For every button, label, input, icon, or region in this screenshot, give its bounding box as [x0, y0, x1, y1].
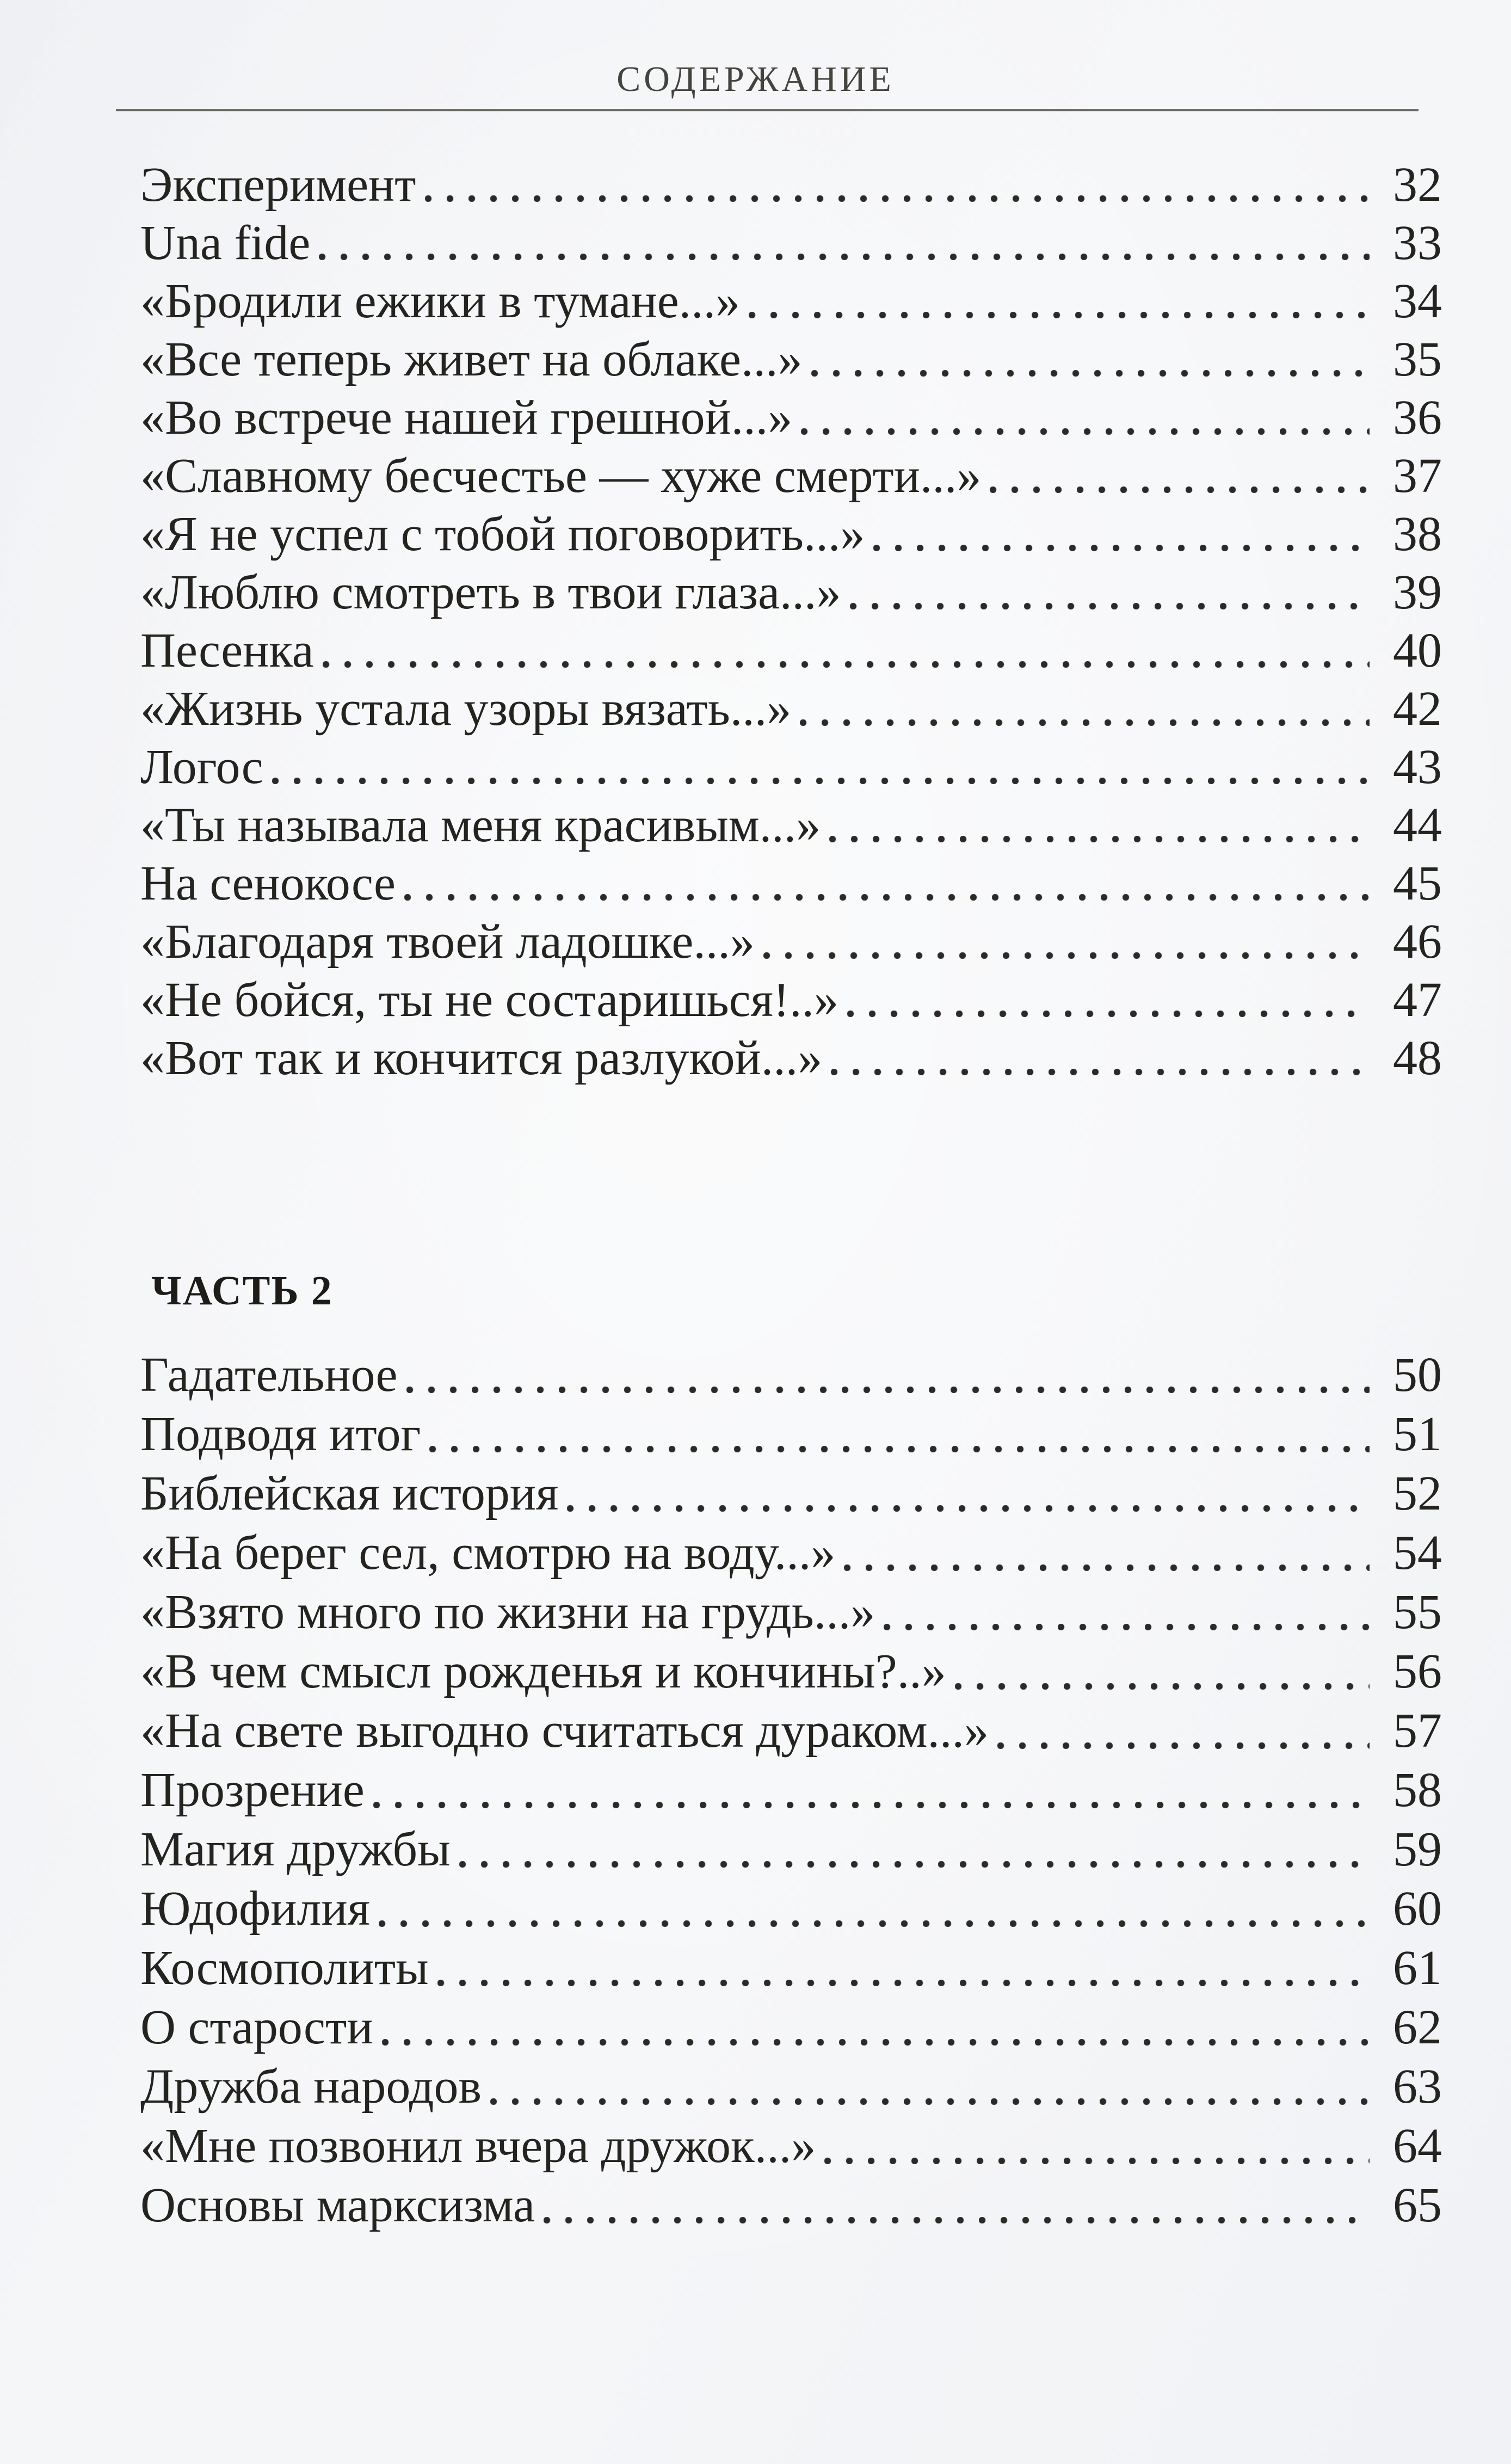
toc-entry [140, 1820, 1442, 1880]
toc-entry [140, 854, 1442, 913]
entry-title: Дружба народов [140, 2060, 482, 2114]
dot-leader [404, 894, 1370, 901]
dot-leader [567, 1505, 1370, 1512]
toc-entry [140, 505, 1442, 563]
dot-leader [990, 486, 1370, 493]
dot-leader [850, 603, 1370, 609]
entry-page-number: 54 [1393, 1526, 1442, 1580]
toc-part1-list [140, 156, 1442, 1087]
entry-title: «Все теперь живет на облаке...» [140, 332, 803, 386]
dot-leader [319, 254, 1370, 260]
toc-entry [140, 214, 1442, 272]
entry-page-number: 44 [1393, 798, 1442, 852]
entry-title: «На берег сел, смотрю на воду...» [140, 1526, 836, 1580]
toc-entry [140, 738, 1442, 796]
toc-entry [140, 330, 1442, 389]
entry-title: «Не бойся, ты не состаришься!..» [140, 973, 838, 1027]
toc-entry [140, 971, 1442, 1029]
toc-part2-list [140, 1346, 1442, 2235]
toc-entry [140, 2176, 1442, 2235]
entry-title: «Мне позвонил вчера дружок...» [140, 2119, 816, 2173]
entry-title: «Вот так и кончится разлукой...» [140, 1031, 823, 1085]
dot-leader [459, 1861, 1370, 1868]
entry-title: На сенокосе [140, 857, 396, 910]
dot-leader [829, 836, 1370, 842]
header-divider [116, 109, 1419, 111]
toc-entry [140, 1346, 1442, 1405]
dot-leader [831, 1069, 1370, 1075]
dot-leader [811, 370, 1370, 377]
entry-page-number: 47 [1393, 973, 1442, 1027]
entry-title: «Люблю смотреть в твои глаза...» [140, 565, 841, 619]
entry-page-number: 50 [1393, 1348, 1442, 1402]
entry-page-number: 40 [1393, 624, 1442, 677]
dot-leader [437, 1980, 1370, 1986]
entry-title: «Благодаря твоей ладошке...» [140, 915, 755, 969]
entry-page-number: 33 [1393, 216, 1442, 270]
entry-page-number: 37 [1393, 449, 1442, 503]
entry-page-number: 56 [1393, 1644, 1442, 1698]
entry-title: «Славному бесчестье — хуже смерти...» [140, 449, 982, 503]
entry-title: Подводя итог [140, 1407, 421, 1461]
dot-leader [272, 778, 1370, 784]
toc-entry [140, 1583, 1442, 1642]
entry-page-number: 42 [1393, 682, 1442, 736]
entry-title: Основы марксизма [140, 2178, 535, 2232]
toc-entry [140, 1464, 1442, 1524]
entry-page-number: 35 [1393, 332, 1442, 386]
entry-page-number: 46 [1393, 915, 1442, 969]
entry-title: «Жизнь устала узоры вязать...» [140, 682, 792, 736]
toc-entry [140, 389, 1442, 447]
entry-title: О старости [140, 2000, 373, 2054]
dot-leader [429, 1446, 1370, 1452]
entry-page-number: 63 [1393, 2060, 1442, 2114]
entry-title: Una fide [140, 216, 311, 270]
toc-entry [140, 563, 1442, 621]
dot-leader [406, 1387, 1370, 1393]
entry-title: Песенка [140, 624, 314, 677]
entry-page-number: 43 [1393, 740, 1442, 794]
entry-title: Магия дружбы [140, 1822, 451, 1876]
toc-entry [140, 1524, 1442, 1583]
entry-title: «Ты называла меня красивым...» [140, 798, 821, 852]
dot-leader [801, 428, 1370, 435]
dot-leader [323, 661, 1370, 668]
dot-leader [884, 1624, 1370, 1630]
toc-entry [140, 1029, 1442, 1087]
entry-page-number: 65 [1393, 2178, 1442, 2232]
entry-page-number: 32 [1393, 158, 1442, 212]
toc-entry [140, 913, 1442, 971]
entry-page-number: 38 [1393, 507, 1442, 561]
dot-leader [373, 1802, 1370, 1808]
entry-page-number: 60 [1393, 1882, 1442, 1936]
entry-title: Космополиты [140, 1941, 429, 1995]
entry-page-number: 57 [1393, 1704, 1442, 1758]
entry-title: «Бродили ежики в тумане...» [140, 274, 741, 328]
entry-page-number: 62 [1393, 2000, 1442, 2054]
entry-page-number: 51 [1393, 1407, 1442, 1461]
dot-leader [379, 1920, 1370, 1927]
dot-leader [382, 2039, 1370, 2046]
section-heading-part2: ЧАСТЬ 2 [151, 1268, 333, 1314]
toc-entry [140, 2058, 1442, 2117]
entry-title: «На свете выгодно считаться дураком...» [140, 1704, 989, 1758]
entry-page-number: 55 [1393, 1585, 1442, 1639]
entry-title: «Я не успел с тобой поговорить...» [140, 507, 865, 561]
dot-leader [544, 2217, 1370, 2223]
entry-title: Логос [140, 740, 263, 794]
entry-title: «Во встрече нашей грешной...» [140, 391, 793, 445]
entry-title: Эксперимент [140, 158, 416, 212]
entry-page-number: 45 [1393, 857, 1442, 910]
entry-title: Гадательное [140, 1348, 398, 1402]
entry-page-number: 36 [1393, 391, 1442, 445]
entry-page-number: 58 [1393, 1763, 1442, 1817]
toc-entry [140, 1405, 1442, 1464]
entry-page-number: 61 [1393, 1941, 1442, 1995]
dot-leader [844, 1564, 1370, 1571]
toc-entry [140, 1642, 1442, 1702]
toc-entry [140, 156, 1442, 214]
entry-title: Юдофилия [140, 1882, 371, 1936]
entry-title: «Взято много по жизни на грудь...» [140, 1585, 875, 1639]
entry-title: «В чем смысл рожденья и кончины?..» [140, 1644, 946, 1698]
entry-title: Прозрение [140, 1763, 365, 1817]
page-title: СОДЕРЖАНИЕ [616, 59, 895, 99]
dot-leader [955, 1683, 1370, 1690]
toc-entry [140, 2117, 1442, 2176]
toc-entry [140, 1761, 1442, 1820]
entry-page-number: 52 [1393, 1467, 1442, 1520]
entry-page-number: 39 [1393, 565, 1442, 619]
toc-entry [140, 1880, 1442, 1939]
dot-leader [873, 545, 1370, 551]
dot-leader [824, 2158, 1370, 2164]
dot-leader [997, 1742, 1370, 1749]
entry-page-number: 64 [1393, 2119, 1442, 2173]
entry-title: Библейская история [140, 1467, 559, 1520]
dot-leader [490, 2098, 1370, 2105]
toc-entry [140, 1998, 1442, 2058]
entry-page-number: 34 [1393, 274, 1442, 328]
toc-entry [140, 621, 1442, 680]
toc-entry [140, 1939, 1442, 1998]
toc-entry [140, 796, 1442, 854]
dot-leader [763, 952, 1370, 959]
entry-page-number: 48 [1393, 1031, 1442, 1085]
entry-page-number: 59 [1393, 1822, 1442, 1876]
dot-leader [425, 195, 1370, 202]
dot-leader [847, 1011, 1370, 1017]
dot-leader [800, 719, 1370, 726]
toc-entry [140, 1702, 1442, 1761]
toc-entry [140, 272, 1442, 330]
dot-leader [749, 312, 1370, 318]
toc-entry [140, 680, 1442, 738]
toc-entry [140, 447, 1442, 505]
